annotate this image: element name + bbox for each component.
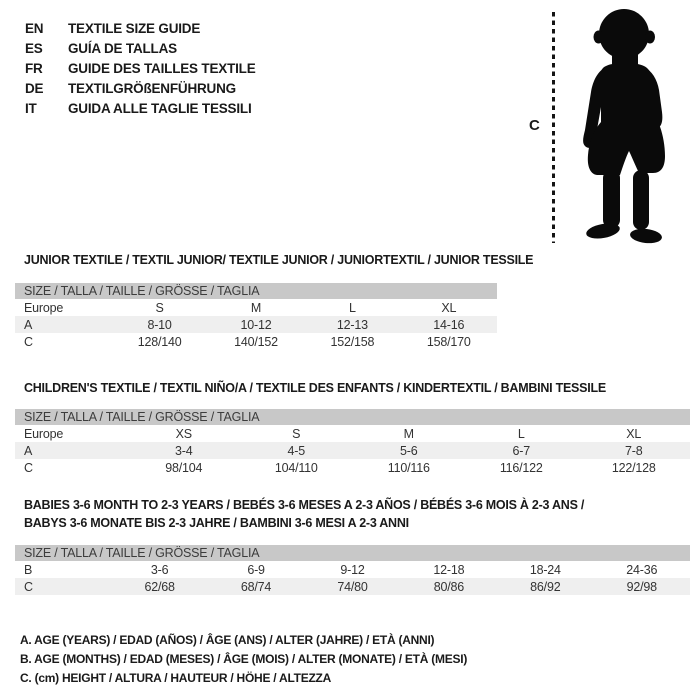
- cell: 116/122: [499, 460, 543, 475]
- cell: 68/74: [240, 579, 272, 594]
- cell: S: [292, 426, 301, 441]
- legend-age-years: A. AGE (YEARS) / EDAD (AÑOS) / ÂGE (ANS) / ALTER (JAHRE) / ETÀ (ANNI): [20, 633, 435, 647]
- height-measure-label: C: [529, 117, 540, 134]
- cell: 110/116: [387, 460, 430, 475]
- legend-height-cm: C. (cm) HEIGHT / ALTURA / HAUTEUR / HÖHE / ALTEZZA: [20, 671, 332, 685]
- guide-title-it: GUIDA ALLE TAGLIE TESSILI: [68, 101, 252, 116]
- language-code: IT: [25, 101, 37, 116]
- cell: 24-36: [626, 562, 658, 577]
- cell: 5-6: [400, 443, 418, 458]
- guide-title-fr: GUIDE DES TAILLES TEXTILE: [68, 61, 256, 76]
- cell: 98/104: [165, 460, 203, 475]
- row-label: C: [24, 334, 33, 349]
- cell: 12-18: [433, 562, 465, 577]
- table-row-height: [15, 459, 690, 476]
- cell: 3-6: [150, 562, 169, 577]
- size-tables-section: [0, 253, 700, 688]
- cell: 7-8: [625, 443, 643, 458]
- size-header: SIZE / TALLA / TAILLE / GRÖSSE / TAGLIA: [15, 409, 690, 425]
- babies-size-table: [15, 545, 690, 595]
- language-code: ES: [25, 41, 43, 56]
- row-label: A: [24, 443, 33, 458]
- cell: S: [155, 300, 164, 315]
- top-section: [0, 0, 700, 250]
- cell: 18-24: [529, 562, 561, 577]
- guide-title-es: GUÍA DE TALLAS: [68, 41, 177, 56]
- cell: 62/68: [144, 579, 175, 594]
- toddler-silhouette-icon: [560, 4, 692, 248]
- table-row-europe: [15, 425, 690, 442]
- cell: XL: [441, 300, 457, 315]
- guide-title-en: TEXTILE SIZE GUIDE: [68, 21, 201, 36]
- babies-title-line1: BABIES 3-6 MONTH TO 2-3 YEARS / BEBÉS 3-6 MESES A 2-3 AÑOS / BÉBÉS 3-6 MOIS À 2-3 ANS /: [24, 498, 585, 512]
- language-title-list: [25, 19, 256, 119]
- cell: XL: [626, 426, 642, 441]
- junior-size-table: [15, 283, 497, 350]
- language-code: DE: [25, 81, 44, 96]
- cell: 3-4: [175, 443, 193, 458]
- language-row-en: [25, 19, 256, 39]
- language-code: EN: [25, 21, 44, 36]
- row-label: C: [24, 579, 33, 594]
- cell: 158/170: [426, 334, 471, 349]
- cell: M: [403, 426, 414, 441]
- cell: 14-16: [433, 317, 465, 332]
- legend-age-months: B. AGE (MONTHS) / EDAD (MESES) / ÂGE (MOIS) / ALTER (MONATE) / ETÀ (MESI): [20, 652, 468, 666]
- cell: 140/152: [234, 334, 278, 349]
- children-size-table: [15, 409, 690, 476]
- height-measure-dashed-line: [552, 12, 555, 243]
- table-row-europe: [15, 299, 497, 316]
- cell: 128/140: [137, 334, 182, 349]
- cell: 152/158: [330, 334, 375, 349]
- row-label: C: [24, 460, 33, 475]
- row-label: A: [24, 317, 33, 332]
- cell: 12-13: [336, 317, 368, 332]
- cell: 92/98: [626, 579, 657, 594]
- cell: 86/92: [530, 579, 561, 594]
- cell: 104/110: [274, 460, 318, 475]
- children-table-title: CHILDREN'S TEXTILE / TEXTIL NIÑO/A / TEXTILE DES ENFANTS / KINDERTEXTIL / BAMBINI TESSILE: [24, 381, 606, 395]
- babies-table-title: [24, 496, 684, 532]
- cell: 80/86: [433, 579, 465, 594]
- cell: 6-7: [512, 443, 530, 458]
- babies-title-line2: BABYS 3-6 MONATE BIS 2-3 JAHRE / BAMBINI 3-6 MESI A 2-3 ANNI: [24, 516, 409, 530]
- cell: 8-10: [147, 317, 172, 332]
- cell: 9-12: [340, 562, 365, 577]
- junior-table-title: JUNIOR TEXTILE / TEXTIL JUNIOR/ TEXTILE JUNIOR / JUNIORTEXTIL / JUNIOR TESSILE: [24, 253, 534, 267]
- cell: 10-12: [240, 317, 272, 332]
- cell: 122/128: [611, 460, 656, 475]
- guide-title-de: TEXTILGRÖßENFÜHRUNG: [68, 81, 236, 96]
- table-row-age: [15, 316, 497, 333]
- size-header: SIZE / TALLA / TAILLE / GRÖSSE / TAGLIA: [15, 545, 690, 561]
- table-row-height: [15, 578, 690, 595]
- cell: 4-5: [287, 443, 305, 458]
- cell: L: [517, 426, 525, 441]
- language-row-it: [25, 99, 256, 119]
- measure-legend: [20, 631, 700, 688]
- row-label: Europe: [24, 300, 64, 315]
- language-row-de: [25, 79, 256, 99]
- table-row-age: [15, 442, 690, 459]
- language-code: FR: [25, 61, 43, 76]
- row-label: Europe: [24, 426, 64, 441]
- cell: M: [250, 300, 262, 315]
- table-row-months: [15, 561, 690, 578]
- cell: 6-9: [247, 562, 265, 577]
- cell: XS: [175, 426, 192, 441]
- language-row-es: [25, 39, 256, 59]
- language-row-fr: [25, 59, 256, 79]
- cell: L: [348, 300, 356, 315]
- size-header: SIZE / TALLA / TAILLE / GRÖSSE / TAGLIA: [15, 283, 497, 299]
- row-label: B: [24, 562, 33, 577]
- cell: 74/80: [337, 579, 368, 594]
- table-row-height: [15, 333, 497, 350]
